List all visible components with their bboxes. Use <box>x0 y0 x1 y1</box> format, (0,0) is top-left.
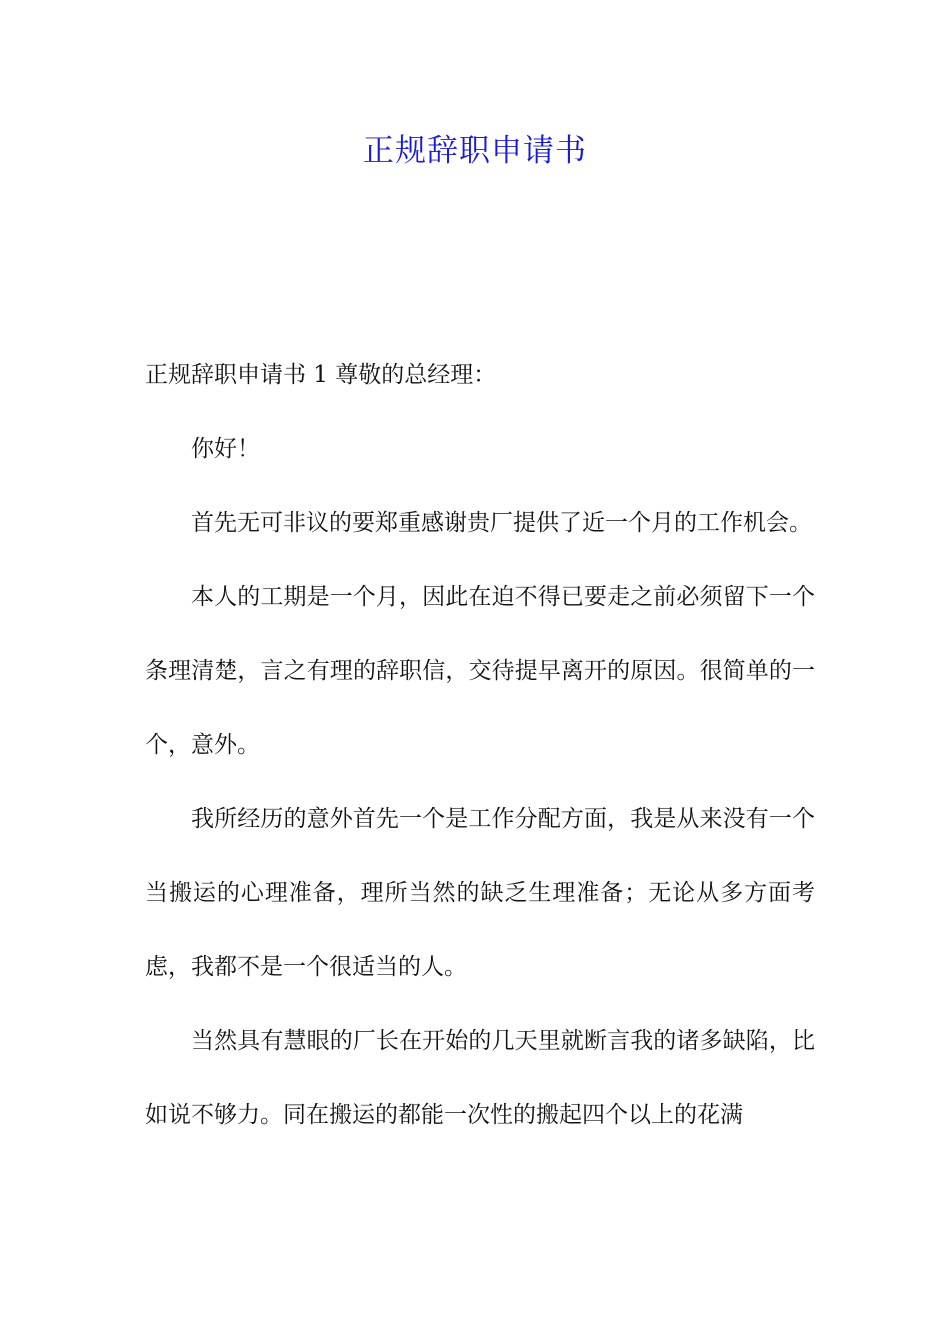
document-body <box>145 338 815 1152</box>
body-paragraph: 当然具有慧眼的厂长在开始的几天里就断言我的诸多缺陷，比如说不够力。同在搬运的都能一次性的搬起四个以上的花满 <box>145 1028 815 1128</box>
document-title: 正规辞职申请书 <box>363 133 587 169</box>
salutation-paragraph: 正规辞职申请书 1 尊敬的总经理： <box>145 362 497 388</box>
body-paragraph: 我所经历的意外首先一个是工作分配方面，我是从来没有一个当搬运的心理准备，理所当然的缺乏生理准备；无论从多方面考虑，我都不是一个很适当的人。 <box>145 806 815 980</box>
body-paragraph: 本人的工期是一个月，因此在迫不得已要走之前必须留下一个条理清楚，言之有理的辞职信，交待提早离开的原因。很简单的一个，意外。 <box>145 584 815 758</box>
greeting-paragraph: 你好！ <box>191 436 260 462</box>
body-paragraph: 首先无可非议的要郑重感谢贵厂提供了近一个月的工作机会。 <box>191 510 812 536</box>
